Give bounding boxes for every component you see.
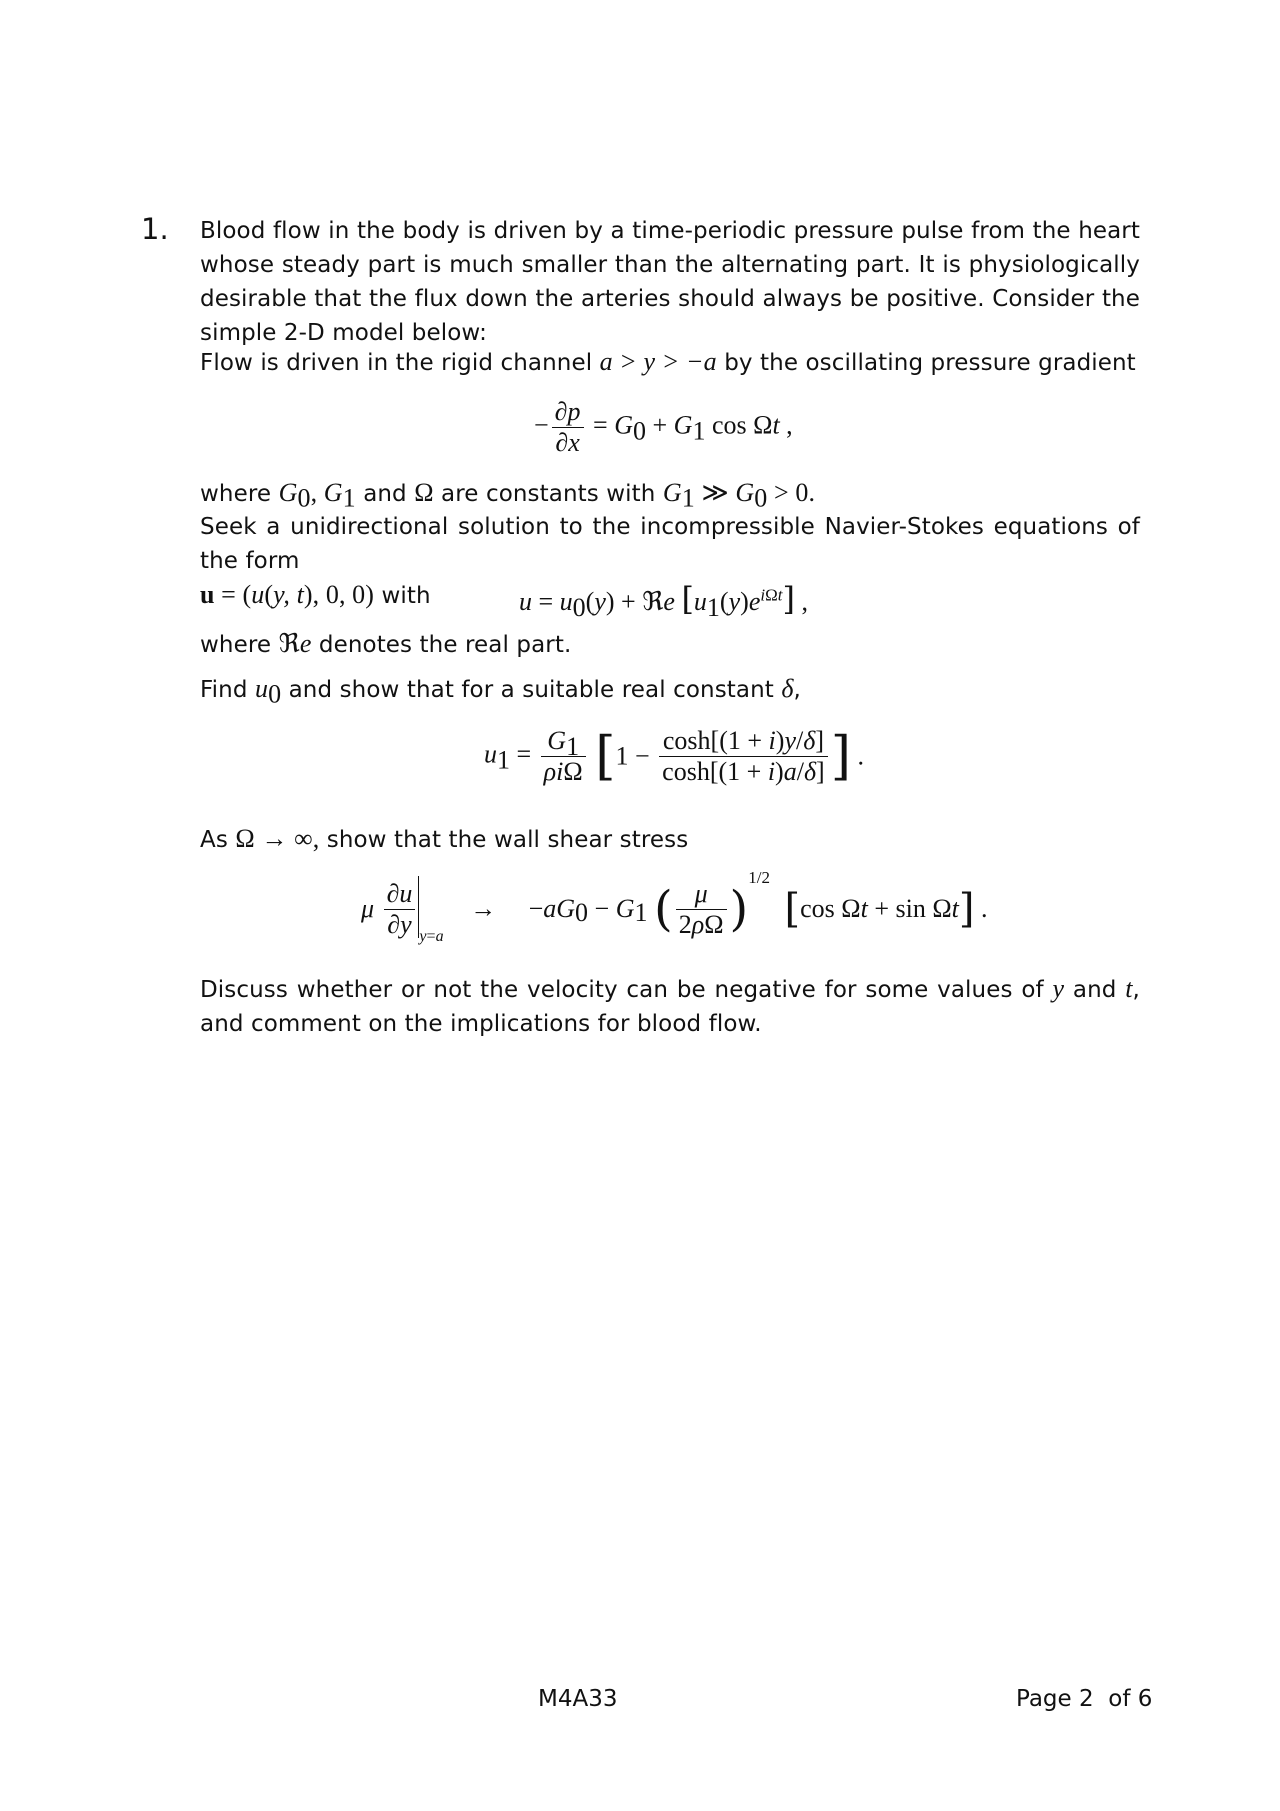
where-real-part-line: where ℜe denotes the real part. [200,629,572,659]
page-label: Page [1016,1686,1072,1712]
limit-line: As Ω → ∞, show that the wall shear stress [200,824,689,853]
page-total: 6 [1137,1686,1153,1712]
equation-u-decomposition: $u = u_0(y)$ + ℜe $[u_1(y)e^{i\Omega t}]$ , [519,580,808,623]
where-constants-line: where $G_0$, $G_1$ and Ω are constants with $G_1$ ≫ $G_0 > 0$. [200,478,816,513]
of-label: of [1108,1686,1131,1712]
page-indicator [1016,1686,1152,1712]
find-line: Find $u_0$ and show that for a suitable real constant δ, [200,674,801,709]
course-code: M4A33 [538,1686,618,1712]
seek-paragraph: Seek a unidirectional solution to the incompressible Navier-Stokes equations of the form u = (u(y, t), 0, 0) with [200,514,1140,609]
intro-paragraph: Blood flow in the body is driven by a time-periodic pressure pulse from the heart whose steady part is much smaller than the alternating part. It is physiologically desirable that the flux down the arteries should always be positive. Consider the simple 2-D model below: [200,218,1140,346]
flow-line [200,345,1140,380]
flow-post: by the oscillating pressure gradient [724,350,1136,376]
question-number: 1. [141,212,169,246]
page-number: 2 [1079,1686,1094,1712]
discuss-paragraph: Discuss whether or not the velocity can be negative for some values of y and t, and comment on the implications for blood flow. [200,974,1140,1037]
equation-pressure-gradient: − $\frac{\partial p}{\partial x}$ = $G_0 + G_1$ cos Ωt , [534,397,793,457]
flow-math: a > y > −a [599,347,717,376]
equation-u1: $u_1$ = $\frac{G_1}{\text{ρiΩ}}$ [1 − $\frac{\cosh[(1 + i)y/\delta]}{\cosh[(1 + i)a/\delta]}$ ] . [484,726,865,787]
equation-wall-shear: μ $\frac{\partial u}{\partial y}$ $_{y=a} \to -aG_0 - G_1$ ( $\frac{\mu}{2\rho\Omega}$ )$^{1/2}$ [cos Ωt + sin Ωt] . [361,868,988,945]
flow-pre: Flow is driven in the rigid channel [200,350,593,376]
